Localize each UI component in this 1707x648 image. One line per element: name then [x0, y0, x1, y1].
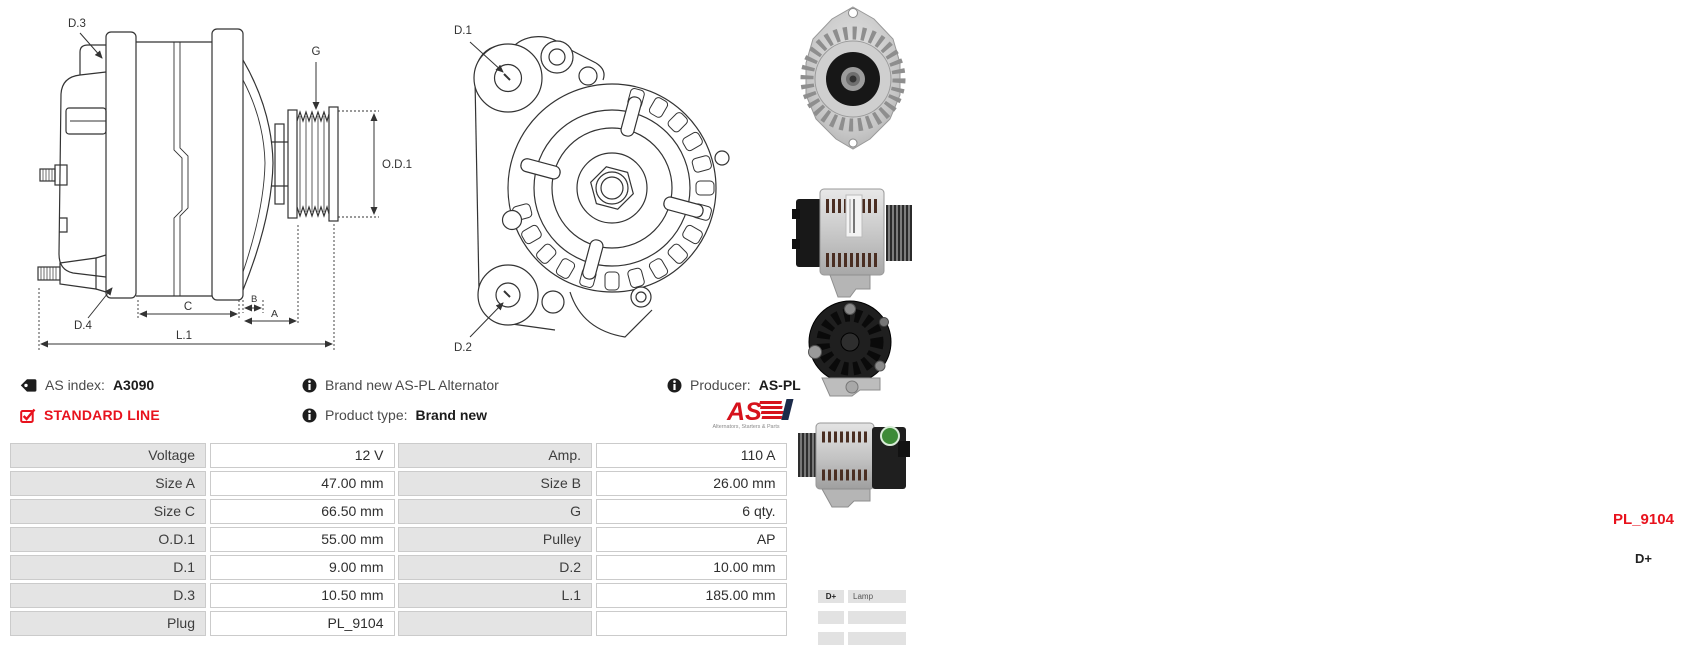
spec-value: 185.00 mm [596, 583, 787, 608]
spec-label [398, 611, 592, 636]
legend-desc [848, 611, 906, 624]
terminal-legend [818, 590, 906, 645]
spec-label: L.1 [398, 583, 592, 608]
as-index-label: AS index: [45, 377, 105, 393]
spec-value: 110 A [596, 443, 787, 468]
terminal-label: D+ [1635, 551, 1652, 566]
plug-code-label: PL_9104 [1613, 511, 1674, 528]
dim-label-c: C [183, 301, 193, 313]
product-type-label: Product type: [325, 407, 408, 423]
product-photo-rear [790, 300, 917, 397]
checkbox-checked-icon [20, 408, 36, 423]
legend-term: D+ [818, 590, 844, 603]
spec-value: 10.00 mm [596, 555, 787, 580]
description-text: Brand new AS-PL Alternator [325, 377, 499, 393]
spec-value: 47.00 mm [210, 471, 395, 496]
spec-value: PL_9104 [210, 611, 395, 636]
spec-label: Size C [10, 499, 206, 524]
product-photo-front [790, 3, 917, 153]
product-type-value: Brand new [415, 407, 488, 423]
spec-label: Amp. [398, 443, 592, 468]
producer-field [667, 377, 801, 393]
standard-line-field [20, 407, 160, 423]
legend-term [818, 611, 844, 624]
dim-label-d4: D.4 [74, 320, 92, 332]
standard-line-label: STANDARD LINE [44, 407, 160, 423]
side-view-body [38, 29, 338, 300]
dim-label-b: B [251, 294, 258, 305]
legend-desc: Lamp [848, 590, 906, 603]
spec-table [10, 443, 787, 636]
dim-label-d2: D.2 [454, 342, 472, 354]
spec-label: O.D.1 [10, 527, 206, 552]
dim-label-l1: L.1 [176, 330, 192, 342]
spec-label: D.2 [398, 555, 592, 580]
front-view-body [474, 37, 729, 337]
description-field [302, 377, 499, 393]
producer-label: Producer: [690, 377, 751, 393]
spec-value: 55.00 mm [210, 527, 395, 552]
spec-value: 10.50 mm [210, 583, 395, 608]
dim-label-od1: O.D.1 [382, 159, 413, 171]
spec-value [596, 611, 787, 636]
spec-value: 66.50 mm [210, 499, 395, 524]
front-view-drawing [420, 0, 790, 365]
spec-label: D.1 [10, 555, 206, 580]
product-photos-column [790, 0, 1674, 648]
info-icon [302, 408, 317, 423]
spec-label: G [398, 499, 592, 524]
product-photo-side [790, 163, 917, 303]
as-index-field [20, 377, 154, 393]
product-photo-side-connector [790, 405, 917, 508]
dim-label-d3: D.3 [68, 18, 86, 30]
legend-term [818, 632, 844, 645]
side-view-dimensions [39, 33, 379, 350]
spec-label: Size B [398, 471, 592, 496]
info-icon [667, 378, 682, 393]
spec-label: D.3 [10, 583, 206, 608]
product-type-field [302, 407, 487, 423]
logo-tagline: Alternators, Starters & Parts [712, 424, 780, 430]
spec-value: 26.00 mm [596, 471, 787, 496]
spec-label: Size A [10, 471, 206, 496]
spec-label: Voltage [10, 443, 206, 468]
spec-value: AP [596, 527, 787, 552]
dim-label-d1: D.1 [454, 25, 472, 37]
producer-value: AS-PL [758, 377, 801, 393]
dim-label-g: G [311, 46, 321, 58]
spec-label: Pulley [398, 527, 592, 552]
as-index-value: A3090 [112, 377, 155, 393]
dim-label-a: A [271, 308, 279, 320]
side-view-drawing [22, 0, 420, 365]
spec-label: Plug [10, 611, 206, 636]
legend-desc [848, 632, 906, 645]
tag-icon [20, 378, 37, 393]
info-icon [302, 378, 317, 393]
spec-value: 12 V [210, 443, 395, 468]
spec-value: 6 qty. [596, 499, 787, 524]
spec-value: 9.00 mm [210, 555, 395, 580]
as-pl-logo [699, 397, 794, 431]
logo-text: AS [727, 398, 762, 426]
